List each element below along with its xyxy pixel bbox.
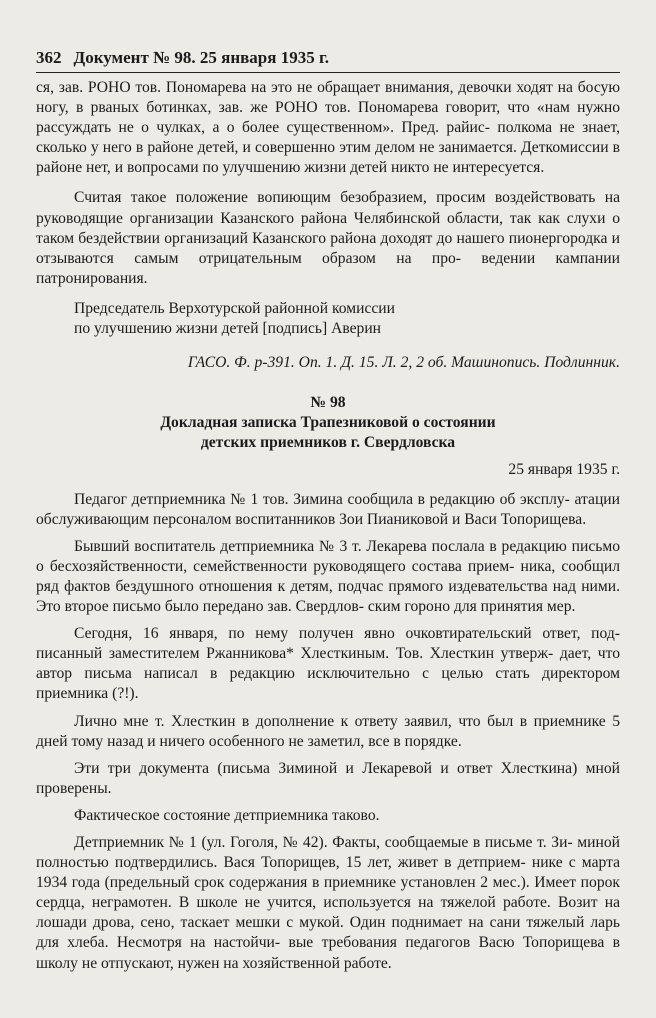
doc98-paragraph-2 xyxy=(36,537,620,617)
document-title xyxy=(36,413,620,453)
text-line: директором приемника (?!). xyxy=(36,665,620,703)
page-number: 362 xyxy=(36,48,62,67)
text-line: нике с марта 1934 года (предельный срок содержания в приемнике установлен xyxy=(36,854,621,892)
text-line: на руководящие организации Казанского района Челябинской области, так xyxy=(36,189,620,227)
archive-reference: ГАСО. Ф. р-391. Оп. 1. Д. 15. Л. 2, 2 об. Машинопись. Подлинник. xyxy=(187,354,620,372)
text-line: Эти три документа (письма Зиминой и Лекаревой и ответ Хлесткина) xyxy=(74,759,578,777)
text-line: детей никто не интересуется. xyxy=(350,159,545,177)
text-line: Один поднимает на сани тяжелый ларь для хлеба. Несмотря на настойчи- xyxy=(36,914,620,952)
doc98-paragraph-7 xyxy=(36,833,620,974)
text-line: Детприемник № 1 (ул. Гоголя, № 42). Факты, сообщаемые в письме т. Зи- xyxy=(74,834,573,851)
text-line: мной проверены. xyxy=(36,759,620,797)
text-line: занимается. Деткомиссии в районе нет, и вопросами по улучшению жизни xyxy=(36,139,621,177)
text-line: писанный заместителем Ржанникова* Хлесткиным. Тов. Хлесткин утверж- xyxy=(36,645,554,663)
text-line: миной полностью подтвердились. Вася Топорищев, 15 лет, живет в детприем- xyxy=(36,834,620,872)
text-line: ся, зав. РОНО тов. Пономарева на это не обращает внимания, девочки ходят xyxy=(36,79,553,96)
doc98-paragraph-3 xyxy=(36,624,620,704)
doc97-signature xyxy=(74,299,620,339)
doc97-paragraph-1 xyxy=(36,78,620,178)
text-line: ским гороно для принятия мер. xyxy=(367,598,576,616)
text-line: полкома не знает, сколько у него в районе детей, и совершенно этим делом не xyxy=(36,119,620,157)
page-content xyxy=(36,78,620,974)
title-line: Докладная записка Трапезниковой о состоянии xyxy=(160,414,496,432)
running-header xyxy=(36,48,620,68)
text-line: Сегодня, 16 января, по нему получен явно очковтирательский ответ, под- xyxy=(74,625,620,643)
text-line: издевательства над ними. Это второе письмо было передано зав. Свердлов- xyxy=(36,577,620,616)
doc98-paragraph-6 xyxy=(36,806,620,826)
text-line: Топорищева. xyxy=(500,510,587,528)
header-rule xyxy=(36,72,620,73)
document-date: 25 января 1935 г. xyxy=(508,460,620,478)
text-line: Лично мне т. Хлесткин в дополнение к ответу заявил, что был в приемнике xyxy=(74,712,606,730)
text-line: на тяжелой работе. Возит на лошади дрова, сено, таскает мешки с мукой. xyxy=(36,894,620,932)
text-line: атации обслуживающим персоналом воспитанников Зои Пианиковой и Васи xyxy=(36,490,620,528)
document-number: № 98 xyxy=(310,394,346,412)
text-line: 5 дней тому назад и ничего особенного не заметил, все в порядке. xyxy=(36,712,620,750)
text-line: ведении кампании патронирования. xyxy=(36,249,620,287)
text-line: Педагог детприемника № 1 тов. Зимина сообщила в редакцию об эксплу- xyxy=(74,490,570,508)
text-line: вые требования педагогов Васю Топорищева в школу не отпускают, нужен на xyxy=(36,934,620,972)
doc98-paragraph-5 xyxy=(36,759,620,799)
text-line: хозяйственной работе. xyxy=(242,954,392,972)
text-line: письмо о бесхозяйственности, семейственности руководящего состава прием- xyxy=(36,537,621,575)
doc98-paragraph-1 xyxy=(36,490,620,530)
text-line: ника, сообщил ряд фактов бездушного отношения к детям, подчас прямого xyxy=(36,557,620,595)
doc98-paragraph-4 xyxy=(36,712,620,752)
text-line: нашего пионергородка и отзываются самым отрицательным образом на про- xyxy=(36,229,620,267)
title-line: детских приемников г. Свердловска xyxy=(200,434,456,452)
text-line: Фактическое состояние детприемника таково. xyxy=(74,806,380,824)
text-line: дает, что автор письма написал в редакцию исключительно с целью стать xyxy=(36,645,620,683)
signature-line: по улучшению жизни детей [подпись] Аверин xyxy=(74,320,382,338)
text-line: 2 мес.). Имеет порок сердца, неграмотен. В школе не учится, используется xyxy=(36,874,620,912)
text-line: «нам нужно рассуждать не о чулках, а о более существенном». Пред. райис- xyxy=(36,99,620,137)
text-line: Бывший воспитатель детприемника № 3 т. Лекарева послала в редакцию xyxy=(74,537,567,555)
text-line: как слухи о таком бездействии организаций Казанского района доходят до xyxy=(36,209,620,247)
running-title: Документ № 98. 25 января 1935 г. xyxy=(73,48,330,67)
text-line: Считая такое положение вопиющим безобразием, просим воздействовать xyxy=(74,189,596,207)
doc97-paragraph-2 xyxy=(36,188,620,288)
signature-line: Председатель Верхотурской районной комиссии xyxy=(74,299,395,317)
text-line: на босую ногу, в рваных ботинках, зав. же РОНО тов. Пономарева говорит, что xyxy=(36,79,620,117)
